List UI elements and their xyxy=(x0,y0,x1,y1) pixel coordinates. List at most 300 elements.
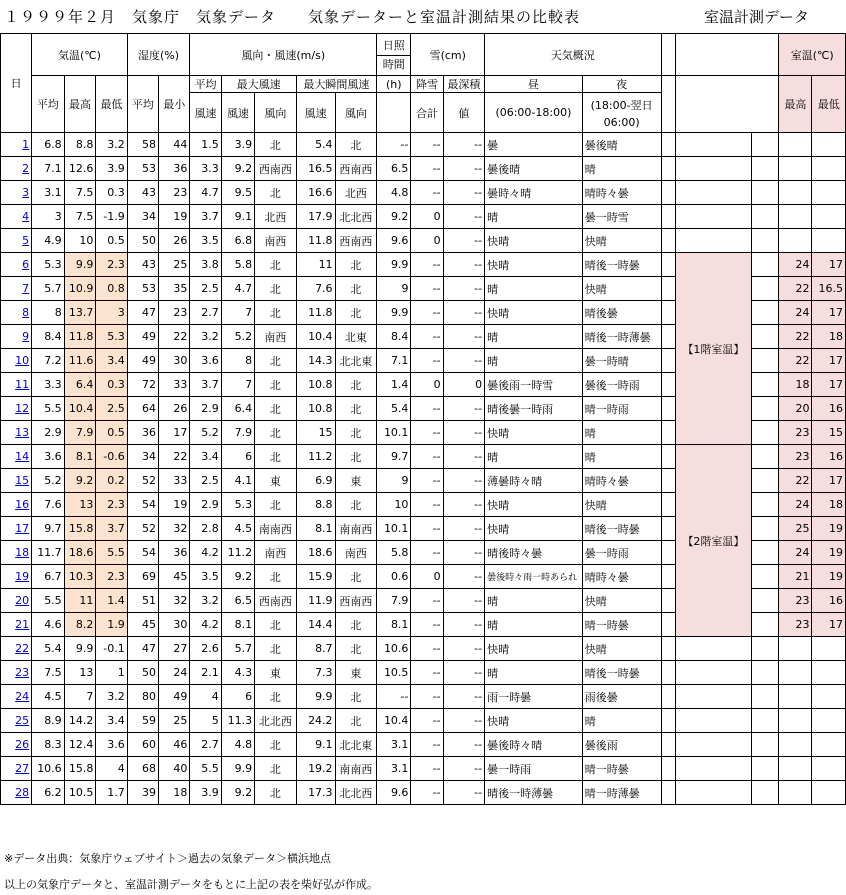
room-label-blank-cell xyxy=(676,133,752,157)
temp-max-cell: 6.4 xyxy=(64,373,96,397)
room-max-cell: 22 xyxy=(779,349,812,373)
temp-min-cell: 1.9 xyxy=(96,613,127,637)
sunshine-cell: 3.1 xyxy=(377,733,411,757)
wind-avg-cell: 5.2 xyxy=(190,421,221,445)
humidity-min-cell: 23 xyxy=(159,181,190,205)
room-max-cell: 22 xyxy=(779,469,812,493)
day-link[interactable]: 24 xyxy=(15,690,30,703)
wind-gust-dir-cell: 北北東 xyxy=(335,733,377,757)
sunshine-cell: 10.5 xyxy=(377,661,411,685)
sunshine-cell: 9 xyxy=(377,277,411,301)
wind-gust-dir-cell: 北 xyxy=(335,709,377,733)
day-cell xyxy=(1,133,32,157)
day-cell xyxy=(1,373,32,397)
blank-cell-2 xyxy=(751,205,779,229)
temp-max-cell: 11.6 xyxy=(64,349,96,373)
temp-max-cell: 10.4 xyxy=(64,397,96,421)
day-link[interactable]: 12 xyxy=(15,402,30,415)
day-cell xyxy=(1,421,32,445)
wind-avg-cell: 3.5 xyxy=(190,229,221,253)
blank-cell xyxy=(661,445,676,469)
header-daytime: 昼 xyxy=(485,76,583,93)
room-label-blank-cell xyxy=(676,157,752,181)
temp-avg-cell: 8.3 xyxy=(32,733,65,757)
sunshine-cell: 7.1 xyxy=(377,349,411,373)
room-label-blank-cell xyxy=(676,781,752,805)
wind-max-cell: 8 xyxy=(221,349,254,373)
weather-day-cell: 晴 xyxy=(485,661,583,685)
snow-depth-cell: 0 xyxy=(443,373,484,397)
day-link[interactable]: 26 xyxy=(15,738,30,751)
weather-night-cell: 晴 xyxy=(582,709,661,733)
room-label-blank-cell xyxy=(676,637,752,661)
wind-avg-cell: 3.9 xyxy=(190,781,221,805)
temp-max-cell: 9.9 xyxy=(64,253,96,277)
room-min-cell xyxy=(812,757,846,781)
wind-gust-cell: 8.8 xyxy=(296,493,335,517)
blank-cell-2 xyxy=(751,421,779,445)
wind-max-dir-cell: 西南西 xyxy=(255,157,296,181)
humidity-min-cell: 22 xyxy=(159,445,190,469)
wind-avg-cell: 2.7 xyxy=(190,733,221,757)
wind-gust-cell: 17.9 xyxy=(296,205,335,229)
blank-cell xyxy=(661,757,676,781)
room-min-cell: 17 xyxy=(812,613,846,637)
wind-avg-cell: 3.2 xyxy=(190,325,221,349)
day-link[interactable]: 2 xyxy=(22,162,30,175)
snow-depth-cell: -- xyxy=(443,757,484,781)
table-row xyxy=(1,445,846,469)
room-max-cell: 24 xyxy=(779,541,812,565)
room-max-cell: 24 xyxy=(779,253,812,277)
temp-min-cell: 3.2 xyxy=(96,685,127,709)
room-min-cell: 17 xyxy=(812,301,846,325)
temp-min-cell: 3 xyxy=(96,301,127,325)
humidity-min-cell: 27 xyxy=(159,637,190,661)
day-cell xyxy=(1,493,32,517)
temp-max-cell: 7.5 xyxy=(64,205,96,229)
room-min-cell: 17 xyxy=(812,373,846,397)
table-row xyxy=(1,637,846,661)
wind-max-cell: 7 xyxy=(221,373,254,397)
wind-max-cell: 7.9 xyxy=(221,421,254,445)
room-max-cell: 23 xyxy=(779,445,812,469)
snow-depth-cell: -- xyxy=(443,133,484,157)
wind-max-dir-cell: 北 xyxy=(255,565,296,589)
wind-max-cell: 3.9 xyxy=(221,133,254,157)
wind-max-dir-cell: 南西 xyxy=(255,229,296,253)
wind-gust-cell: 9.9 xyxy=(296,685,335,709)
wind-gust-cell: 11.2 xyxy=(296,445,335,469)
humidity-min-cell: 33 xyxy=(159,373,190,397)
temp-min-cell: 3.6 xyxy=(96,733,127,757)
snowfall-cell: 0 xyxy=(411,229,443,253)
header-sun-blank xyxy=(377,93,411,133)
wind-max-cell: 9.9 xyxy=(221,757,254,781)
temp-max-cell: 14.2 xyxy=(64,709,96,733)
weather-night-cell: 曇後一時雨 xyxy=(582,373,661,397)
day-cell xyxy=(1,661,32,685)
day-link[interactable]: 9 xyxy=(22,330,30,343)
header-room-temp: 室温(℃) xyxy=(779,34,846,76)
humidity-min-cell: 32 xyxy=(159,517,190,541)
day-link[interactable]: 13 xyxy=(15,426,30,439)
humidity-min-cell: 19 xyxy=(159,493,190,517)
humidity-min-cell: 18 xyxy=(159,781,190,805)
day-link[interactable]: 6 xyxy=(22,258,30,271)
weather-night-cell: 晴後曇 xyxy=(582,301,661,325)
room-max-cell xyxy=(779,229,812,253)
temp-max-cell: 10 xyxy=(64,229,96,253)
blank-cell-2 xyxy=(751,373,779,397)
humidity-avg-cell: 36 xyxy=(127,421,158,445)
wind-max-dir-cell: 北西 xyxy=(255,205,296,229)
day-link[interactable]: 11 xyxy=(15,378,30,391)
sunshine-cell: 5.8 xyxy=(377,541,411,565)
humidity-min-cell: 45 xyxy=(159,565,190,589)
snow-depth-cell: -- xyxy=(443,397,484,421)
wind-gust-cell: 11.8 xyxy=(296,301,335,325)
snowfall-cell: -- xyxy=(411,301,443,325)
wind-max-cell: 7 xyxy=(221,301,254,325)
day-link[interactable]: 28 xyxy=(15,786,30,799)
wind-avg-cell: 2.7 xyxy=(190,301,221,325)
humidity-avg-cell: 72 xyxy=(127,373,158,397)
humidity-min-cell: 25 xyxy=(159,253,190,277)
wind-gust-cell: 17.3 xyxy=(296,781,335,805)
room-max-cell: 23 xyxy=(779,613,812,637)
day-link[interactable]: 5 xyxy=(22,234,30,247)
sunshine-cell: -- xyxy=(377,685,411,709)
day-cell xyxy=(1,685,32,709)
table-row xyxy=(1,181,846,205)
wind-gust-dir-cell: 北東 xyxy=(335,325,377,349)
weather-night-cell: 快晴 xyxy=(582,277,661,301)
snowfall-cell: -- xyxy=(411,517,443,541)
temp-max-cell: 12.4 xyxy=(64,733,96,757)
humidity-avg-cell: 54 xyxy=(127,541,158,565)
day-link[interactable]: 4 xyxy=(22,210,30,223)
blank-cell-2 xyxy=(751,301,779,325)
snowfall-cell: -- xyxy=(411,325,443,349)
header-snow: 雪(cm) xyxy=(411,34,485,76)
day-cell xyxy=(1,757,32,781)
room-label-blank-cell xyxy=(676,181,752,205)
day-link[interactable]: 7 xyxy=(22,282,30,295)
day-link[interactable]: 22 xyxy=(15,642,30,655)
room-max-cell: 22 xyxy=(779,277,812,301)
wind-gust-cell: 15 xyxy=(296,421,335,445)
snowfall-cell: -- xyxy=(411,397,443,421)
humidity-avg-cell: 68 xyxy=(127,757,158,781)
blank-cell xyxy=(661,133,676,157)
temp-min-cell: -1.9 xyxy=(96,205,127,229)
blank-cell-2 xyxy=(751,469,779,493)
day-cell xyxy=(1,613,32,637)
blank-cell xyxy=(661,277,676,301)
temp-avg-cell: 5.5 xyxy=(32,397,65,421)
humidity-avg-cell: 50 xyxy=(127,229,158,253)
temp-avg-cell: 8.4 xyxy=(32,325,65,349)
room-min-cell xyxy=(812,709,846,733)
humidity-avg-cell: 51 xyxy=(127,589,158,613)
header-blank-d xyxy=(676,76,779,133)
temp-min-cell: 3.4 xyxy=(96,349,127,373)
snowfall-cell: -- xyxy=(411,445,443,469)
humidity-avg-cell: 47 xyxy=(127,637,158,661)
header-wind: 風向・風速(m/s) xyxy=(190,34,377,76)
wind-gust-cell: 10.8 xyxy=(296,397,335,421)
snowfall-cell: -- xyxy=(411,349,443,373)
humidity-avg-cell: 45 xyxy=(127,613,158,637)
day-link[interactable]: 27 xyxy=(15,762,30,775)
day-link[interactable]: 25 xyxy=(15,714,30,727)
wind-gust-cell: 18.6 xyxy=(296,541,335,565)
table-row xyxy=(1,205,846,229)
weather-day-cell: 薄曇時々晴 xyxy=(485,469,583,493)
humidity-avg-cell: 53 xyxy=(127,277,158,301)
wind-gust-dir-cell: 東 xyxy=(335,661,377,685)
wind-max-cell: 4.3 xyxy=(221,661,254,685)
temp-max-cell: 7.5 xyxy=(64,181,96,205)
sunshine-cell: 8.4 xyxy=(377,325,411,349)
snow-depth-cell: -- xyxy=(443,277,484,301)
weather-day-cell: 晴 xyxy=(485,277,583,301)
wind-gust-dir-cell: 北 xyxy=(335,133,377,157)
room-max-cell: 24 xyxy=(779,301,812,325)
room-min-cell xyxy=(812,157,846,181)
day-cell xyxy=(1,733,32,757)
room-min-cell: 19 xyxy=(812,565,846,589)
temp-min-cell: 2.3 xyxy=(96,253,127,277)
snow-depth-cell: -- xyxy=(443,469,484,493)
blank-cell xyxy=(661,325,676,349)
day-link[interactable]: 10 xyxy=(15,354,30,367)
weather-night-cell: 晴一時曇 xyxy=(582,757,661,781)
sunshine-cell: 10.1 xyxy=(377,421,411,445)
temp-avg-cell: 10.6 xyxy=(32,757,65,781)
temp-max-cell: 10.3 xyxy=(64,565,96,589)
weather-day-cell: 曇時々晴 xyxy=(485,181,583,205)
weather-night-cell: 快晴 xyxy=(582,493,661,517)
snow-depth-cell: -- xyxy=(443,685,484,709)
blank-cell xyxy=(661,469,676,493)
humidity-min-cell: 30 xyxy=(159,613,190,637)
room-label-blank-cell xyxy=(676,757,752,781)
header-blank-a xyxy=(661,34,676,76)
day-link[interactable]: 1 xyxy=(22,138,30,151)
snowfall-cell: 0 xyxy=(411,373,443,397)
room-min-cell xyxy=(812,133,846,157)
temp-min-cell: 2.3 xyxy=(96,565,127,589)
room-max-cell: 21 xyxy=(779,565,812,589)
table-body xyxy=(1,133,846,805)
day-link[interactable]: 20 xyxy=(15,594,30,607)
room-min-cell: 15 xyxy=(812,421,846,445)
day-cell xyxy=(1,517,32,541)
header-hum-min: 最小 xyxy=(159,76,190,133)
weather-day-cell: 快晴 xyxy=(485,493,583,517)
room-max-cell: 25 xyxy=(779,517,812,541)
temp-max-cell: 12.6 xyxy=(64,157,96,181)
weather-day-cell: 快晴 xyxy=(485,517,583,541)
snow-depth-cell: -- xyxy=(443,493,484,517)
room-max-cell: 23 xyxy=(779,589,812,613)
weather-day-cell: 快晴 xyxy=(485,421,583,445)
humidity-avg-cell: 49 xyxy=(127,325,158,349)
snowfall-cell: -- xyxy=(411,493,443,517)
room-min-cell xyxy=(812,229,846,253)
wind-gust-cell: 11 xyxy=(296,253,335,277)
weather-day-cell: 晴 xyxy=(485,349,583,373)
header-night-time-2: 06:00) xyxy=(603,115,640,129)
temp-min-cell: 2.5 xyxy=(96,397,127,421)
humidity-avg-cell: 34 xyxy=(127,445,158,469)
day-cell xyxy=(1,781,32,805)
snow-depth-cell: -- xyxy=(443,565,484,589)
humidity-avg-cell: 59 xyxy=(127,709,158,733)
humidity-min-cell: 36 xyxy=(159,541,190,565)
sunshine-cell: 9 xyxy=(377,469,411,493)
day-link[interactable]: 17 xyxy=(15,522,30,535)
sunshine-cell: 1.4 xyxy=(377,373,411,397)
humidity-min-cell: 46 xyxy=(159,733,190,757)
day-link[interactable]: 8 xyxy=(22,306,30,319)
header-wind-max: 最大風速 xyxy=(221,76,296,93)
day-link[interactable]: 19 xyxy=(15,570,30,583)
wind-max-cell: 4.7 xyxy=(221,277,254,301)
wind-gust-cell: 11.8 xyxy=(296,229,335,253)
day-link[interactable]: 16 xyxy=(15,498,30,511)
day-cell xyxy=(1,301,32,325)
blank-cell-2 xyxy=(751,709,779,733)
weather-day-cell: 晴 xyxy=(485,205,583,229)
room-min-cell: 17 xyxy=(812,349,846,373)
snow-depth-cell: -- xyxy=(443,661,484,685)
wind-gust-cell: 10.4 xyxy=(296,325,335,349)
day-link[interactable]: 21 xyxy=(15,618,30,631)
weather-night-cell: 晴時々曇 xyxy=(582,469,661,493)
header-humidity: 湿度(%) xyxy=(127,34,190,76)
temp-min-cell: 5.5 xyxy=(96,541,127,565)
room-min-cell: 19 xyxy=(812,541,846,565)
temp-avg-cell: 6.8 xyxy=(32,133,65,157)
temp-min-cell: 3.2 xyxy=(96,133,127,157)
wind-max-dir-cell: 北 xyxy=(255,445,296,469)
weather-day-cell: 雨一時曇 xyxy=(485,685,583,709)
room-min-cell: 18 xyxy=(812,325,846,349)
room-min-cell xyxy=(812,637,846,661)
weather-day-cell: 快晴 xyxy=(485,229,583,253)
sunshine-cell: 9.6 xyxy=(377,229,411,253)
blank-cell-2 xyxy=(751,517,779,541)
day-cell xyxy=(1,397,32,421)
snowfall-cell: -- xyxy=(411,181,443,205)
wind-gust-cell: 8.1 xyxy=(296,517,335,541)
wind-gust-dir-cell: 西南西 xyxy=(335,589,377,613)
sunshine-cell: 10 xyxy=(377,493,411,517)
wind-max-dir-cell: 南西 xyxy=(255,325,296,349)
weather-day-cell: 快晴 xyxy=(485,253,583,277)
wind-avg-cell: 3.7 xyxy=(190,205,221,229)
wind-gust-cell: 19.2 xyxy=(296,757,335,781)
weather-day-cell: 曇後時々雨一時あられ xyxy=(485,565,583,589)
temp-min-cell: -0.1 xyxy=(96,637,127,661)
temp-avg-cell: 4.5 xyxy=(32,685,65,709)
wind-avg-cell: 3.7 xyxy=(190,373,221,397)
blank-cell xyxy=(661,541,676,565)
room-max-cell xyxy=(779,709,812,733)
blank-cell xyxy=(661,157,676,181)
room-min-cell: 16 xyxy=(812,397,846,421)
day-cell xyxy=(1,589,32,613)
day-link[interactable]: 18 xyxy=(15,546,30,559)
temp-avg-cell: 7.2 xyxy=(32,349,65,373)
room-max-cell: 22 xyxy=(779,325,812,349)
room-max-cell xyxy=(779,733,812,757)
room-min-cell: 18 xyxy=(812,493,846,517)
wind-gust-dir-cell: 北北東 xyxy=(335,349,377,373)
snowfall-cell: -- xyxy=(411,757,443,781)
table-row xyxy=(1,781,846,805)
wind-gust-cell: 5.4 xyxy=(296,133,335,157)
wind-avg-cell: 2.5 xyxy=(190,277,221,301)
blank-cell-2 xyxy=(751,349,779,373)
humidity-avg-cell: 52 xyxy=(127,517,158,541)
day-link[interactable]: 23 xyxy=(15,666,30,679)
wind-max-dir-cell: 北 xyxy=(255,685,296,709)
weather-night-cell: 晴後一時曇 xyxy=(582,253,661,277)
weather-day-cell: 晴後曇一時雨 xyxy=(485,397,583,421)
wind-max-cell: 4.8 xyxy=(221,733,254,757)
wind-max-cell: 11.2 xyxy=(221,541,254,565)
weather-night-cell: 曇一時雨 xyxy=(582,541,661,565)
wind-max-dir-cell: 北 xyxy=(255,349,296,373)
blank-cell xyxy=(661,733,676,757)
blank-cell xyxy=(661,493,676,517)
day-link[interactable]: 14 xyxy=(15,450,30,463)
snow-depth-cell: -- xyxy=(443,157,484,181)
day-link[interactable]: 15 xyxy=(15,474,30,487)
temp-avg-cell: 4.6 xyxy=(32,613,65,637)
wind-max-dir-cell: 東 xyxy=(255,469,296,493)
wind-max-cell: 6 xyxy=(221,445,254,469)
wind-max-dir-cell: 北 xyxy=(255,613,296,637)
blank-cell-2 xyxy=(751,757,779,781)
blank-cell-2 xyxy=(751,589,779,613)
wind-max-dir-cell: 北 xyxy=(255,373,296,397)
header-hum-avg: 平均 xyxy=(127,76,158,133)
temp-min-cell: 1 xyxy=(96,661,127,685)
temp-min-cell: -0.6 xyxy=(96,445,127,469)
temp-max-cell: 10.5 xyxy=(64,781,96,805)
wind-max-cell: 9.2 xyxy=(221,781,254,805)
day-cell xyxy=(1,469,32,493)
humidity-min-cell: 40 xyxy=(159,757,190,781)
room-max-cell xyxy=(779,637,812,661)
temp-avg-cell: 5.3 xyxy=(32,253,65,277)
blank-cell xyxy=(661,613,676,637)
wind-max-dir-cell: 南南西 xyxy=(255,517,296,541)
wind-max-dir-cell: 北 xyxy=(255,421,296,445)
day-link[interactable]: 3 xyxy=(22,186,30,199)
blank-cell-2 xyxy=(751,133,779,157)
wind-gust-dir-cell: 北 xyxy=(335,637,377,661)
room-max-cell xyxy=(779,757,812,781)
snowfall-cell: -- xyxy=(411,637,443,661)
humidity-min-cell: 23 xyxy=(159,301,190,325)
wind-avg-cell: 4.2 xyxy=(190,613,221,637)
